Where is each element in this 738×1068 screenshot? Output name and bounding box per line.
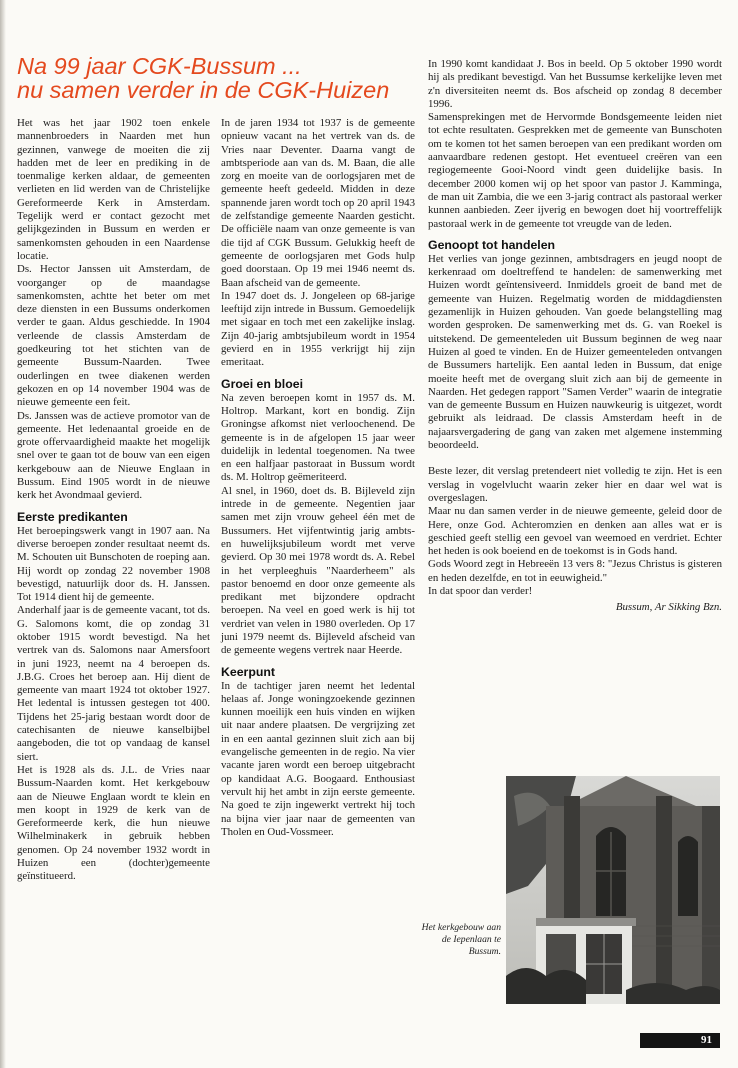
paragraph: Na zeven beroepen komt in 1957 ds. M. Holtrop. Markant, kort en bondig. Zijn Groningse afkomst niet verloochenend. De gemeente is in de afgelopen 15 jaar weer duidelijk in ledental toegenomen. Na twee en een halfjaar pastoraat in Bussum wordt ds. M. Holtrop geëmeriteerd. xyxy=(221,391,415,484)
paragraph: Samensprekingen met de Hervormde Bondsgemeente leiden niet tot echte resultaten. Gesprekken met de gemeente van Bunschoten om te komen tot het samen beroepen van een predikant worden om aanvaardbare redenen gestopt. Het eventueel creëren van een regiogemeente Gooi-Noord vindt geen duidelijke basis. In december 2000 komen wij op het spoor van pastor J. Kamminga, de man uit Zambia, die we een 3-jarig contract als pastoraal werker kunnen aanbieden. Zeer ijverig en bewogen doet hij voortreffelijk pastoraal werk in de gemeente tot vreugde van de leden. xyxy=(428,111,722,230)
paragraph: Het verlies van jonge gezinnen, ambtsdragers en jeugd noopt de kerkenraad om doeltreffend te handelen: de samenwerking met Huizen wordt geïntensiveerd. Inmiddels groeit de band met de gemeente van Huizen. Regelmatig worden de middagdiensten gezamenlijk in Huizen gehouden. Van goede belangstelling mag worden gesproken. De samenwerking met ds. G. van Roekel is uitstekend. De gemeenteleden uit Bussum beginnen de weg naar Huizen al goed te vinden. En de Huizer gemeenteleden ontvangen de Bussumers hartelijk. Een aantal leden in Bussum, dat enige moeite heeft met de overgang sluit zich aan bij de gemeente in Naarden. Het gedegen rapport "Samen Verder" waarin de integratie van de gemeente Bussum en Huizen nauwkeurig is uitgezet, wordt gebruikt als leidraad. De classis Amsterdam heeft in de najaarsvergadering de gang van zaken met algemene instemming beoordeeld. xyxy=(428,252,722,452)
paragraph: Het was het jaar 1902 toen enkele mannenbroeders in Naarden met hun gezinnen, vanwege de moeiten die zij hadden met de leer en prediking in de toenmalige kerken aldaar, de gemeenten verlieten en lid werden van de Christelijke Gereformeerde Kerk in Amsterdam. Tegelijk werd er contact gezocht met gelijkgezinden in Bussum en werden er samenkomsten gehouden in een Naardense locatie. xyxy=(17,117,210,262)
paragraph: In de tachtiger jaren neemt het ledental helaas af. Jonge woningzoekende gezinnen kunnen moeilijk een huis vinden en wijken uit naar andere plaatsen. De vergrijzing zet in en een aantal gezinnen sluit zich aan bij evangelische gemeenten in de regio. Na vier vacante jaren wordt een beroep uitgebracht op kandidaat A.G. Boogaard. Enthousiast vervult hij het ambt in zijn eerste gemeente. Na goed te zijn ingewerkt vertrekt hij toch na bijna vier jaar naar de gemeenten van Tholen en Oud-Vossmeer. xyxy=(221,679,415,838)
author-signature: Bussum, Ar Sikking Bzn. xyxy=(615,601,722,614)
column-3 xyxy=(428,58,722,615)
paragraph: Ds. Janssen was de actieve promotor van de gemeente. Het ledenaantal groeide en de grote offervaardigheid maakte het mogelijk snel over te gaan tot de bouw van een eigen kerkgebouw aan de Nieuwe Englaan in Bussum. Eind 1905 wordt in de nieuwe kerk het Avondmaal gevierd. xyxy=(17,409,210,502)
paragraph: Gods Woord zegt in Hebreeën 13 vers 8: "Jezus Christus is gisteren en heden dezelfde, en tot in eeuwigheid." xyxy=(428,558,722,584)
paragraph: Het beroepingswerk vangt in 1907 aan. Na diverse beroepen zonder resultaat neemt ds. M. Schouten uit Bunschoten de roeping aan. Hij wordt op zondag 22 november 1908 bevestigd, natuurlijk door ds. H. Janssen. Tot 1914 dient hij de gemeente. xyxy=(17,524,210,604)
title-line-1: Na 99 jaar CGK-Bussum ... xyxy=(17,53,302,79)
paragraph: Ds. Hector Janssen uit Amsterdam, de voorganger op de maandagse samenkomsten, achtte het beter om met deze diensten in een Bussums onderkomen verder te gaan. Aldus geschiedde. In 1904 verleende de classis Amsterdam de goedkeuring tot het stichten van de gemeente Bussum-Naarden. Twee ouderlingen en twee diakenen werden gekozen en op 14 november 1904 was de nieuwe gemeente een feit. xyxy=(17,263,210,409)
paragraph: Al snel, in 1960, doet ds. B. Bijleveld zijn intrede in de gemeente. Negentien jaar samen met zijn vrouw geheel één met de Bussumers. Het vijfentwintig jarig ambts- en huwelijksjubileum wordt met verve gevierd. Op 30 mei 1978 wordt ds. A. Rebel in het verpleeghuis "Naarderheem" als pastor benoemd en door onze gemeente als predikant met bijzondere opdracht beroepen. Na veel en goed werk is hij tot verdriet van velen in 1980 overleden. Op 17 juni 1979 neemt ds. Bijleveld afscheid van de gemeente wegens vertrek naar Heerde. xyxy=(221,484,415,657)
column-1 xyxy=(17,117,210,884)
paragraph: In de jaren 1934 tot 1937 is de gemeente opnieuw vacant na het vertrek van ds. de Vries naar Deventer. Daarna vangt de ambtsperiode aan van ds. M. Baan, die alle zorg en moeite van de oorlogsjaren met de gemeente heeft gedeeld. Midden in deze spannende jaren wordt toch op 20 april 1943 de zelfstandige gemeente Naarden gesticht. De officiële naam van onze gemeente is van die tijd af CGK Bussum. Gelukkig heeft de gemeente de oorlogsjaren met Gods hulp goed doorstaan. Op 19 mei 1946 neemt ds. Baan afscheid van de gemeente. xyxy=(221,117,415,289)
paragraph: Beste lezer, dit verslag pretendeert niet volledig te zijn. Het is een verslag in vogelvlucht waarin zeker hier en daar wel wat is overgeslagen. xyxy=(428,465,722,504)
paragraph: Anderhalf jaar is de gemeente vacant, tot ds. G. Salomons komt, die op zondag 31 oktober 1915 wordt bevestigd. Na het vertrek van ds. Salomons naar Amersfoort in juni 1923, neemt na 4 beroepen ds. J.B.G. Croes het beroep aan. Hij dient de gemeente van maart 1924 tot oktober 1927. Het ledental is intussen gestegen tot 400. Tijdens het 25-jarig bestaan wordt door de catechisanten de nieuwe kanselbijbel aangeboden, die tot op vandaag de kansel siert. xyxy=(17,604,211,763)
paragraph: Het is 1928 als ds. J.L. de Vries naar Bussum-Naarden komt. Het kerkgebouw aan de Nieuwe Englaan wordt te klein en men koopt in 1929 de kerk van de Gereformeerde kerk, die hun nieuwe Wilhelminakerk in gebruik hebben genomen. Op 24 november 1932 wordt in Huizen een (dochter)gemeente geïnstitueerd. xyxy=(17,763,210,883)
paragraph: In 1990 komt kandidaat J. Bos in beeld. Op 5 oktober 1990 wordt hij als predikant bevestigd. Van het Bussumse kerkelijke leven met z'n diversiteiten neemt ds. Bos afscheid op zondag 8 december 1996. xyxy=(428,58,722,110)
page-number: 91 xyxy=(640,1033,720,1048)
church-photo xyxy=(506,776,720,1004)
section-heading-groei-en-bloei: Groei en bloei xyxy=(221,376,303,391)
church-illustration xyxy=(506,776,720,1004)
photo-caption: Het kerkgebouw aan de Iepenlaan te Bussum. xyxy=(421,922,501,957)
article-title xyxy=(17,54,417,102)
title-line-2: nu samen verder in de CGK-Huizen xyxy=(17,77,390,103)
column-2 xyxy=(221,117,415,839)
section-heading-keerpunt: Keerpunt xyxy=(221,664,275,679)
page-edge-shadow xyxy=(0,0,6,1068)
paragraph: Maar nu dan samen verder in de nieuwe gemeente, geleid door de Here, onze God. Achteromzien en denken aan alles wat er is geschied geeft stellig een gevoel van weemoed en verdriet. Echter het heden is ook boeiend en de toekomst is in Gods hand. xyxy=(428,505,722,558)
section-heading-eerste-predikanten: Eerste predikanten xyxy=(17,509,128,524)
section-heading-genoopt-tot-handelen: Genoopt tot handelen xyxy=(428,237,556,252)
paragraph: In 1947 doet ds. J. Jongeleen op 68-jarige leeftijd zijn intrede in Bussum. Gemoedelijk met sigaar en toch met een zakelijke inslag. Zijn 40-jarig ambtsjubileum wordt in 1954 gevierd en in 1955 verkrijgt hij zijn emeritaat. xyxy=(221,289,415,369)
paragraph: In dat spoor dan verder! xyxy=(428,584,533,597)
